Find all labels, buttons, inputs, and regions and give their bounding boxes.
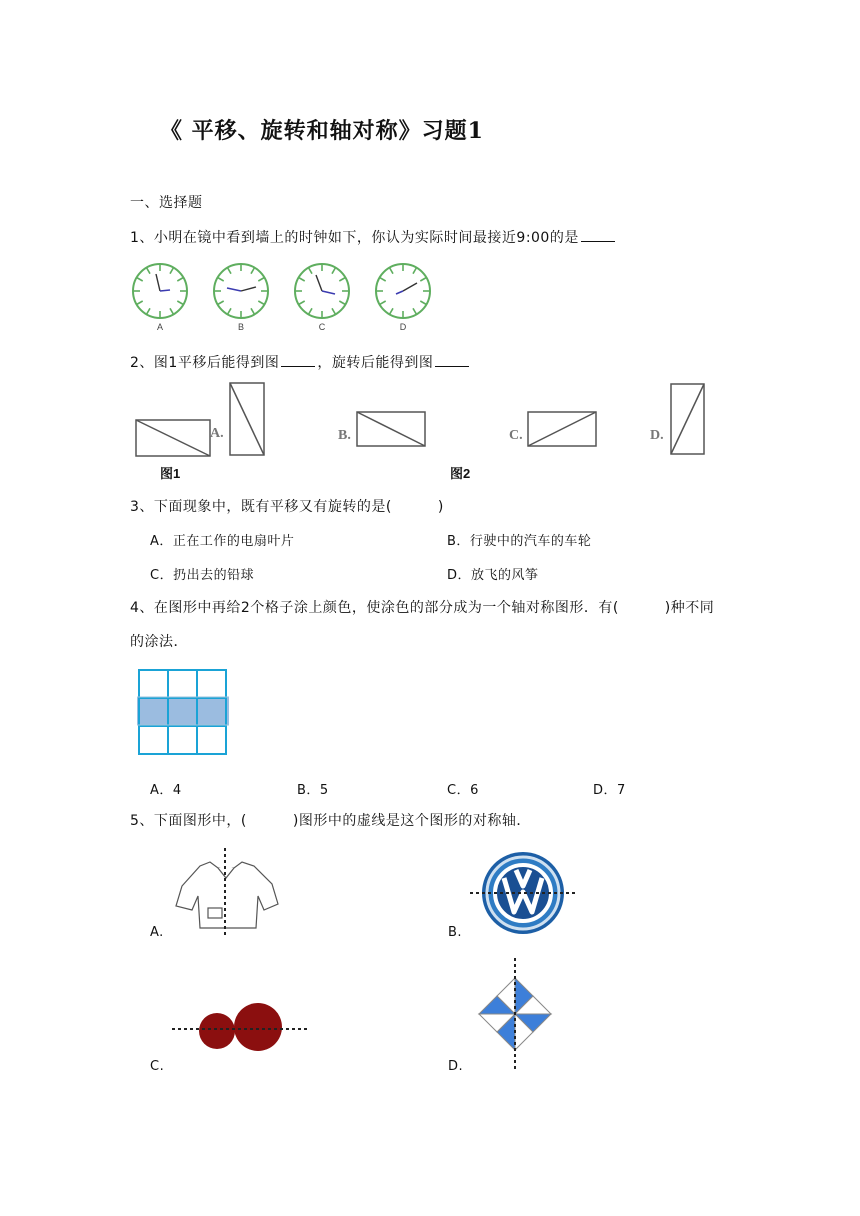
question-1	[130, 227, 617, 247]
figure-1-label: 图1	[160, 466, 181, 481]
clock-d	[376, 264, 430, 318]
q5-label-b: B.	[448, 925, 463, 940]
question-4-line-1	[130, 597, 714, 617]
rect-label-b: B.	[338, 428, 351, 443]
q3-option-b: B．行驶中的汽车的车轮	[447, 534, 592, 549]
question-4-text-b: )种不同	[664, 600, 715, 616]
q3-option-a: A．正在工作的电扇叶片	[150, 534, 295, 549]
grid-figure	[134, 666, 234, 758]
q3-option-d: D．放飞的风筝	[447, 568, 539, 583]
question-5-text-b: )图形中的虚线是这个图形的对称轴．	[292, 813, 531, 829]
question-3-close: )	[437, 499, 444, 515]
section-heading: 一、选择题	[130, 195, 203, 211]
q5-label-c: C.	[150, 1059, 165, 1074]
question-3	[130, 496, 444, 516]
q5-label-a: A.	[150, 925, 164, 940]
answer-blank	[581, 229, 615, 242]
figure-2-label: 图2	[450, 466, 471, 481]
question-2	[130, 352, 471, 372]
question-3-text: 3、下面现象中，既有平移又有旋转的是(	[130, 499, 392, 515]
circles-figure	[172, 996, 308, 1062]
q5-label-d: D.	[448, 1059, 464, 1074]
question-5	[130, 810, 531, 830]
question-4-text-a: 4、在图形中再给2个格子涂上颜色，使涂色的部分成为一个轴对称图形．有(	[130, 600, 619, 616]
clock-a	[133, 264, 187, 318]
question-1-text: 1、小明在镜中看到墙上的时钟如下，你认为实际时间最接近9:00的是	[130, 230, 579, 246]
q4-option-d: D．7	[593, 783, 626, 798]
clock-c	[295, 264, 349, 318]
question-2-text-b: ，旋转后能得到图	[317, 355, 434, 371]
q4-option-a: A．4	[150, 783, 182, 798]
clock-label-a: A	[156, 322, 164, 332]
answer-blank	[435, 354, 469, 367]
clock-label-b: B	[237, 322, 245, 332]
q4-option-b: B．5	[297, 783, 329, 798]
question-5-text-a: 5、下面图形中，(	[130, 813, 247, 829]
shirt-figure	[172, 848, 282, 938]
pinwheel-figure	[470, 956, 560, 1072]
clock-label-d: D	[399, 322, 407, 332]
rect-label-a: A.	[210, 426, 224, 441]
q4-option-c: C．6	[447, 783, 479, 798]
grid-shaded-row	[137, 697, 229, 725]
page-title: 《 平移、旋转和轴对称》习题1	[160, 118, 484, 144]
rect-label-c: C.	[509, 428, 523, 443]
vw-logo-figure	[470, 848, 576, 938]
clock-figures	[125, 256, 445, 334]
question-2-text-a: 2、图1平移后能得到图	[130, 355, 280, 371]
question-4-line-2: 的涂法．	[130, 634, 188, 650]
q3-option-c: C．扔出去的铅球	[150, 568, 255, 583]
answer-blank	[281, 354, 315, 367]
clock-b	[214, 264, 268, 318]
clock-label-c: C	[318, 322, 326, 332]
rect-label-d: D.	[650, 428, 664, 443]
